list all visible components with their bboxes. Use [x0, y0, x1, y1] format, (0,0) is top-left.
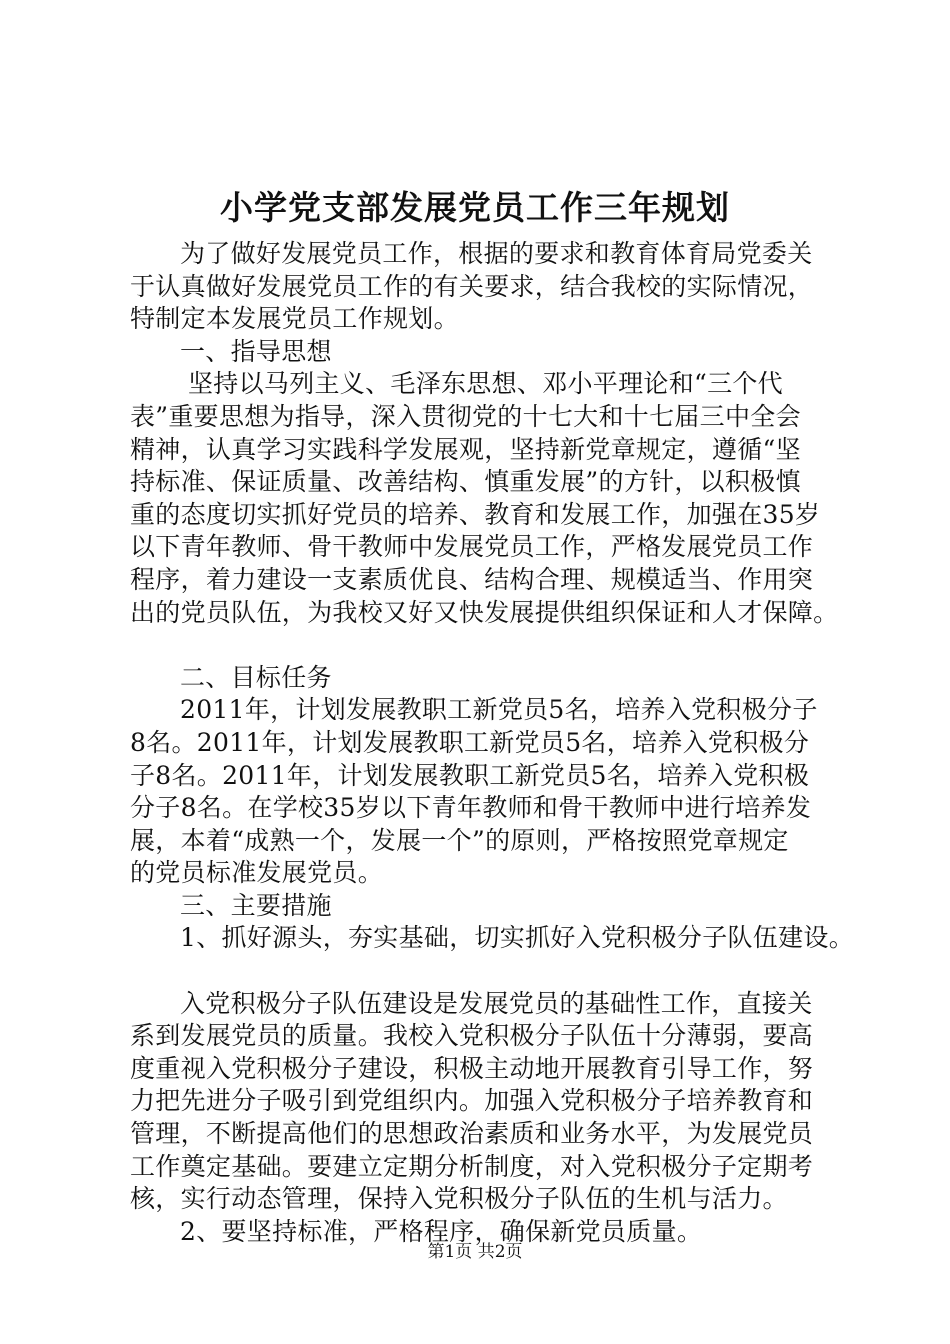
page-footer: 第1页 共2页 [427, 1242, 523, 1262]
paragraph-line: 展，本着“成熟一个，发展一个”的原则，严格按照党章规定 [130, 825, 789, 855]
blank-line [130, 629, 850, 662]
section-heading: 一、指导思想 [180, 336, 332, 366]
document-title: 小学党支部发展党员工作三年规划 [220, 188, 730, 227]
paragraph-line: 管理，不断提高他们的思想政治素质和业务水平，为发展党员 [130, 1119, 814, 1149]
paragraph-line: 为了做好发展党员工作，根据的要求和教育体育局党委关 [180, 239, 813, 268]
paragraph-line: 分子8名。在学校35岁以下青年教师和骨干教师中进行培养发 [130, 793, 812, 823]
subsection-heading: 2、要坚持标准，严格程序，确保新党员质量。 [180, 1216, 703, 1246]
section-heading: 二、目标任务 [180, 662, 332, 692]
paragraph-line: 持标准、保证质量、改善结构、慎重发展”的方针，以积极慎 [130, 467, 801, 497]
paragraph-line: 工作奠定基础。要建立定期分析制度，对入党积极分子定期考 [130, 1151, 814, 1181]
paragraph-line: 度重视入党积极分子建设，积极主动地开展教育引导工作，努 [130, 1053, 814, 1083]
paragraph-line: 表”重要思想为指导，深入贯彻党的十七大和十七届三中全会 [130, 401, 801, 431]
paragraph-line: 入党积极分子队伍建设是发展党员的基础性工作，直接关 [180, 988, 813, 1018]
paragraph-line: 精神，认真学习实践科学发展观，坚持新党章规定，遵循“坚 [130, 434, 801, 464]
paragraph-line: 2011年，计划发展教职工新党员5名，培养入党积极分子 [180, 695, 818, 725]
paragraph-line: 以下青年教师、骨干教师中发展党员工作，严格发展党员工作 [130, 532, 814, 562]
paragraph-line: 的党员标准发展党员。 [130, 858, 384, 888]
paragraph-line: 核，实行动态管理，保持入党积极分子队伍的生机与活力。 [130, 1184, 788, 1214]
paragraph-line: 坚持以马列主义、毛泽东思想、邓小平理论和“三个代 [188, 369, 783, 399]
paragraph-line: 特制定本发展党员工作规划。 [130, 304, 459, 334]
paragraph-line: 子8名。2011年，计划发展教职工新党员5名，培养入党积极 [130, 760, 810, 790]
paragraph-line: 重的态度切实抓好党员的培养、教育和发展工作，加强在35岁 [130, 499, 821, 529]
paragraph-line: 8名。2011年，计划发展教职工新党员5名，培养入党积极分 [130, 727, 810, 757]
document-body [130, 238, 855, 1248]
paragraph-line: 系到发展党员的质量。我校入党积极分子队伍十分薄弱，要高 [130, 1021, 814, 1051]
paragraph-line: 于认真做好发展党员工作的有关要求，结合我校的实际情况， [130, 271, 814, 301]
subsection-heading: 1、抓好源头，夯实基础，切实抓好入党积极分子队伍建设。 [180, 923, 855, 953]
paragraph-line: 程序，着力建设一支素质优良、结构合理、规模适当、作用突 [130, 564, 814, 594]
paragraph-line: 出的党员队伍，为我校又好又快发展提供组织保证和人才保障。 [130, 597, 839, 627]
section-heading: 三、主要措施 [180, 890, 332, 920]
paragraph-line: 力把先进分子吸引到党组织内。加强入党积极分子培养教育和 [130, 1086, 814, 1116]
blank-line [130, 955, 850, 988]
